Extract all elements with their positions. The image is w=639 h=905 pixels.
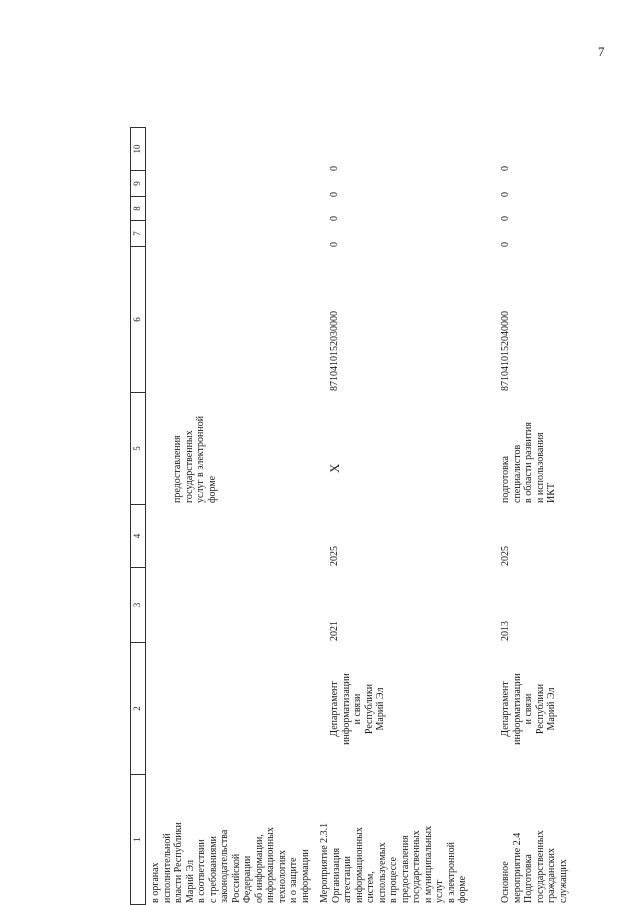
row3-col5: подготовка специалистов в области развития и использования ИКТ <box>500 422 557 503</box>
row3-col6: 8710410152040000 <box>500 311 511 391</box>
column-header-3: 3 <box>130 568 145 643</box>
row3-col1: Основное мероприятие 2.4 Подготовка государственных гражданских служащих <box>500 830 569 903</box>
column-header-1: 1 <box>130 775 145 905</box>
rotated-table <box>130 127 595 905</box>
row2-col2: Департамент информатизации и связи Республики Марий Эл <box>329 673 386 745</box>
row1-col5: предоставления государственных услуг в электронной форме <box>172 415 218 503</box>
column-header-6: 6 <box>130 247 145 393</box>
row2-col4: 2025 <box>329 546 340 566</box>
column-header-9: 9 <box>130 171 145 197</box>
row2-col8: 0 <box>329 216 340 221</box>
column-header-8: 8 <box>130 197 145 221</box>
row2-col5: X <box>327 463 342 473</box>
row3-col4: 2025 <box>500 546 511 566</box>
page-number: 7 <box>598 44 605 59</box>
row3-col8: 0 <box>500 216 511 221</box>
row2-col3: 2021 <box>329 621 340 641</box>
row3-col3: 2013 <box>500 621 511 641</box>
row1-col1: в органах исполнительной власти Республики Марий Эл в соответствии с требованиями законодательства Российской Федерации об информации, информационных технологиях и о защите информации <box>150 822 311 903</box>
column-header-4: 4 <box>130 505 145 568</box>
row2-col1: Мероприятие 2.3.1 Организация аттестации информационных систем, используемых в процессе предоставления государственных и муниципальных услуг в электронной форме <box>319 822 468 903</box>
row2-col7: 0 <box>329 242 340 247</box>
column-header-5: 5 <box>130 393 145 505</box>
column-header-10: 10 <box>130 127 145 171</box>
row3-col7: 0 <box>500 242 511 247</box>
row2-col9: 0 <box>329 192 340 197</box>
column-header-7: 7 <box>130 221 145 247</box>
row3-col9: 0 <box>500 192 511 197</box>
row2-col10: 0 <box>329 166 340 171</box>
header-divider <box>145 127 146 905</box>
column-header-2: 2 <box>130 643 145 775</box>
row3-col10: 0 <box>500 166 511 171</box>
row2-col6: 8710410152030000 <box>329 311 340 391</box>
row3-col2: Департамент информатизации и связи Республики Марий Эл <box>500 673 557 745</box>
